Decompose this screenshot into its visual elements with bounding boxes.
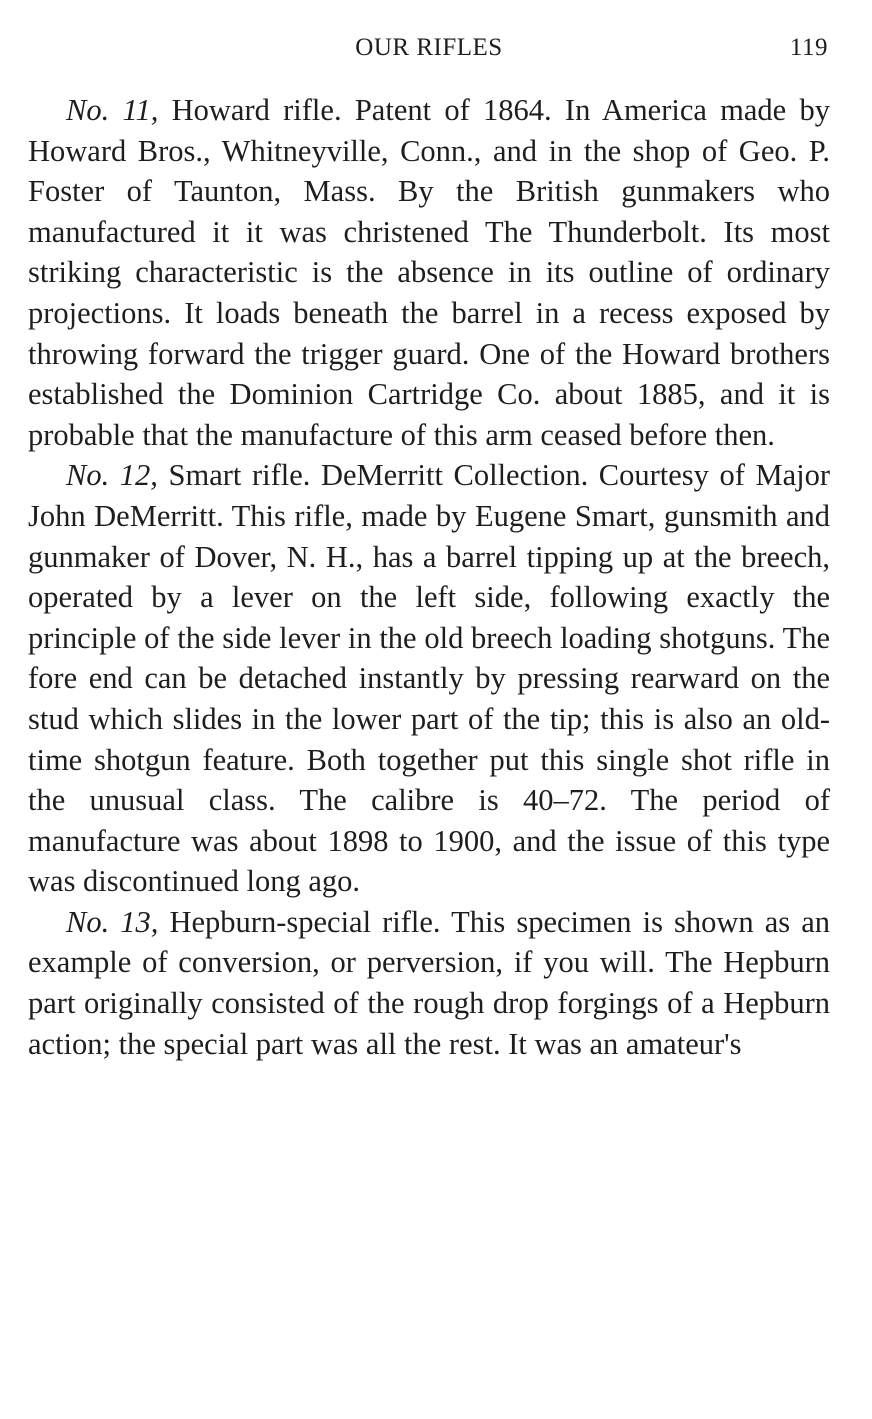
paragraph-text: Howard rifle. Patent of 1864. In America made by Howard Bros., Whitneyville, Conn., and in the shop of Geo. P. Foster of Taunton, Mass. By the British gunmakers who manufactured it it was christened The Thunderbolt. Its most striking characteristic is the absence in its outline of ordinary projections. It loads beneath the barrel in a recess exposed by throwing forward the trigger guard. One of the Howard brothers established the Dominion Cartridge Co. about 1885, and it is probable that the manufacture of this arm ceased before then.: [28, 93, 830, 452]
book-page: [28, 30, 830, 1064]
paragraph-text: Smart rifle. DeMerritt Collection. Courtesy of Major John DeMerritt. This rifle, made by Eugene Smart, gunsmith and gunmaker of Dover, N. H., has a barrel tipping up at the breech, operated by a lever on the left side, following exactly the principle of the side lever in the old breech loading shotguns. The fore end can be detached instantly by pressing rearward on the stud which slides in the lower part of the tip; this is also an old-time shotgun feature. Both together put this single shot rifle in the unusual class. The calibre is 40–72. The period of manufacture was about 1898 to 1900, and the issue of this type was discontinued long ago.: [28, 458, 831, 899]
body-text: [28, 90, 830, 1064]
paragraph-no-13: [28, 902, 830, 1064]
paragraph-no-11: [28, 90, 830, 455]
paragraph-text: Hepburn-special rifle. This specimen is shown as an example of conversion, or perversion, if you will. The Hepburn part originally consisted of the rough drop forgings of a Hepburn action; the special part was all the rest. It was an amateur's: [28, 904, 831, 1061]
page-number: 119: [789, 34, 828, 61]
running-header: [28, 30, 830, 76]
running-title: OUR RIFLES: [355, 34, 503, 61]
item-number: No. 13,: [66, 904, 159, 939]
item-number: No. 12,: [66, 458, 158, 493]
item-number: No. 11,: [66, 93, 159, 127]
paragraph-no-12: [28, 455, 830, 902]
